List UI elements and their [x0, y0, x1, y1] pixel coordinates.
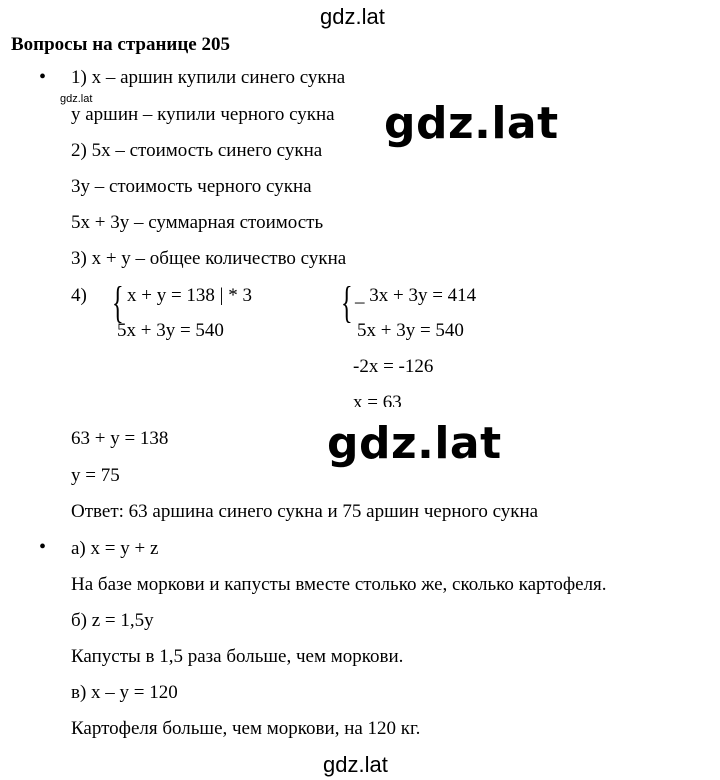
text-line: 3) x + y – общее количество сукна: [71, 248, 347, 269]
system-label: 4): [71, 285, 87, 306]
brace-icon: {: [341, 278, 353, 327]
brace-icon: {: [112, 278, 124, 327]
text-line: 5x + 3y – суммарная стоимость: [71, 212, 324, 233]
answer-line: Ответ: 63 аршина синего сукна и 75 аршин черного сукна: [71, 501, 539, 522]
system-a-eq2: 5x + 3y = 540: [117, 320, 224, 341]
text-line: y аршин – купили черного сукна: [71, 104, 335, 125]
text-line: Картофеля больше, чем моркови, на 120 кг.: [71, 718, 421, 739]
bullet-2: •: [39, 536, 47, 558]
text-line: 3y – стоимость черного сукна: [71, 176, 312, 197]
bullet-1: •: [39, 66, 47, 88]
text-line: 2) 5x – стоимость синего сукна: [71, 140, 323, 161]
system-b-eq2: 5x + 3y = 540: [357, 320, 464, 341]
text-line: Капусты в 1,5 раза больше, чем моркови.: [71, 646, 404, 667]
system-a-eq1: x + y = 138 | * 3: [127, 285, 252, 306]
watermark-bottom: gdz.lat: [323, 752, 388, 777]
watermark-tiny: gdz.lat: [60, 93, 93, 105]
system-b-solution: x = 63: [353, 392, 402, 407]
text-line: в) x – y = 120: [71, 682, 178, 703]
text-line: y = 75: [71, 465, 120, 486]
text-line: 1) x – аршин купили синего сукна: [71, 67, 346, 88]
text-line: На базе моркови и капусты вместе столько же, сколько картофеля.: [71, 574, 607, 595]
watermark-large: gdz.lat: [384, 98, 559, 149]
page-heading: Вопросы на странице 205: [11, 34, 230, 55]
clipped-line: [345, 390, 465, 407]
text-line: б) z = 1,5y: [71, 610, 154, 631]
system-b-result: -2x = -126: [353, 356, 434, 377]
text-line: а) x = y + z: [71, 538, 159, 559]
system-b-eq1: _ 3x + 3y = 414: [355, 285, 477, 306]
watermark-top: gdz.lat: [320, 4, 385, 29]
watermark-large: gdz.lat: [327, 418, 502, 469]
text-line: 63 + y = 138: [71, 428, 169, 449]
